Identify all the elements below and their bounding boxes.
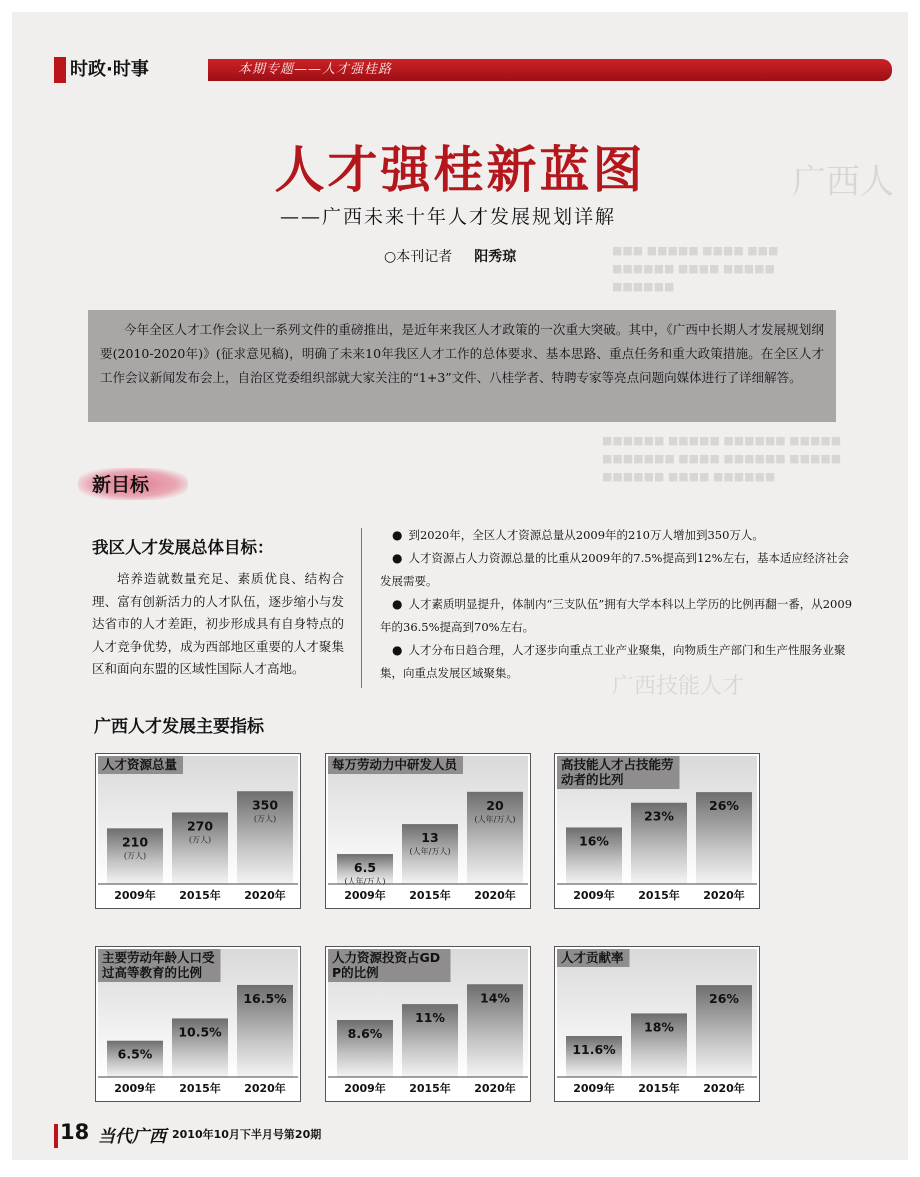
chart-higher-education-ratio: [95, 946, 301, 1102]
chart-svg: [326, 947, 530, 1101]
bleed-through-text: ■■■ ■■■■■ ■■■■ ■■■ ■■■■■■ ■■■■ ■■■■■ ■■■■■■: [612, 244, 779, 293]
unit-label: (人年/万人): [474, 814, 516, 824]
magazine-page: [12, 12, 908, 1160]
unit-label: (人年/万人): [344, 877, 386, 887]
issue-info: 2010年10月下半月号第20期: [172, 1128, 322, 1141]
tick-label: 2015年: [179, 1082, 221, 1095]
chart-title: 人力资源投资占GD: [332, 950, 441, 965]
chart-high-skill-ratio: [554, 753, 760, 909]
chart-rd-per-workforce: [325, 753, 531, 909]
tick-label: 2015年: [409, 1082, 451, 1095]
bullet-icon: ●: [392, 551, 403, 565]
data-label: 6.5%: [117, 1046, 153, 1062]
chart-title: 每万劳动力中研发人员: [332, 757, 458, 772]
page-number: 18: [60, 1120, 90, 1144]
data-label: 16.5%: [243, 990, 287, 1006]
goal-bullet: ● 人才资源占人力资源总量的比重从2009年的7.5%提高到12%左右，基本适应经济社会发展需要。: [380, 551, 850, 588]
data-label: 6.5: [353, 860, 377, 876]
bullet-icon: ●: [392, 597, 403, 611]
chart-title: 人才资源总量: [102, 757, 178, 772]
data-label: 20: [486, 797, 504, 813]
chart-title: 人才贡献率: [561, 950, 624, 965]
data-label: 8.6%: [347, 1026, 383, 1042]
tick-label: 2020年: [703, 1082, 745, 1095]
chart-title: 动者的比列: [561, 772, 624, 787]
chart-svg: [555, 754, 759, 908]
topic-text: 本期专题——人才强桂路: [238, 62, 393, 77]
unit-label: (万人): [253, 814, 277, 824]
data-label: 270: [186, 818, 214, 834]
goal-bullets: [380, 524, 858, 685]
data-label: 11.6%: [572, 1042, 616, 1058]
chart-title: 高技能人才占技能劳: [561, 757, 674, 772]
section-label: 时政·时事: [70, 59, 149, 80]
section-tag-label: 新目标: [92, 474, 150, 496]
data-label: 13: [421, 830, 439, 846]
chart-svg: [326, 754, 530, 908]
goal-bullet: ● 到2020年，全区人才资源总量从2009年的210万人增加到350万人。: [392, 528, 764, 542]
indicators-heading: 广西人才发展主要指标: [94, 717, 264, 737]
data-label: 18%: [644, 1019, 674, 1035]
goal-paragraph: 培养造就数量充足、素质优良、结构合理、富有创新活力的人才队伍，逐步缩小与发达省市的人才差距，初步形成具有自身特点的人才竞争优势，成为西部地区重要的人才聚集区和面向东盟的区域性国际人才高地。: [92, 571, 344, 676]
tick-label: 2009年: [573, 889, 615, 902]
byline-author: 阳秀琼: [474, 249, 517, 265]
data-label: 26%: [709, 798, 739, 814]
data-label: 23%: [644, 808, 674, 824]
chart-svg: [96, 947, 300, 1101]
bullet-icon: ●: [392, 528, 403, 542]
topic-bar: [208, 59, 892, 81]
intro-paragraph: 今年全区人才工作会议上一系列文件的重磅推出，是近年来我区人才政策的一次重大突破。其中，《广西中长期人才发展规划纲要(2010-2020年)》(征求意见稿)，明确了未来10年我区人才工作的总体要求、基本思路、重点任务和重大政策措施。在全区人才工作会议新闻发布会上，自治区党委组织部就大家关注的“1+3”文件、八桂学者、特聘专家等亮点问题向媒体进行了详细解答。: [88, 310, 836, 422]
chart-svg: [555, 947, 759, 1101]
tick-label: 2015年: [179, 889, 221, 902]
tick-label: 2009年: [344, 1082, 386, 1095]
data-label: 11%: [415, 1010, 445, 1026]
tick-label: 2020年: [474, 889, 516, 902]
tick-label: 2015年: [638, 1082, 680, 1095]
unit-label: (人年/万人): [409, 847, 451, 857]
byline-role: ○本刊记者: [384, 249, 453, 265]
data-label: 350: [251, 797, 279, 813]
chart-talent-contribution: [554, 946, 760, 1102]
article-title: 人才强桂新蓝图: [274, 140, 646, 199]
bleed-through-text: ■■■■■■ ■■■■■ ■■■■■■ ■■■■■ ■■■■■■■ ■■■■ ■■■■■■ ■■■■■ ■■■■■■ ■■■■ ■■■■■■: [602, 434, 842, 483]
goal-bullet: ● 人才素质明显提升，体制内“三支队伍”拥有大学本科以上学历的比例再翻一番，从2009年的36.5%提高到70%左右。: [380, 597, 853, 634]
unit-label: (万人): [188, 835, 212, 845]
data-label: 210: [121, 834, 149, 850]
tick-label: 2020年: [244, 1082, 286, 1095]
bleed-through-text: 广西技能人才: [612, 674, 745, 699]
chart-talent-total: [95, 753, 301, 909]
divider: [361, 528, 362, 688]
tick-label: 2020年: [244, 889, 286, 902]
article-subtitle: ——广西未来十年人才发展规划详解: [280, 206, 617, 228]
bullet-icon: ●: [392, 643, 403, 657]
footer-marker: [54, 1124, 58, 1148]
tick-label: 2009年: [114, 889, 156, 902]
goal-heading: 我区人才发展总体目标：: [92, 538, 274, 557]
tick-label: 2009年: [573, 1082, 615, 1095]
tick-label: 2020年: [474, 1082, 516, 1095]
section-marker: [54, 57, 66, 83]
byline: [384, 246, 516, 266]
unit-label: (万人): [123, 851, 147, 861]
section-tag: [78, 468, 188, 500]
data-label: 16%: [579, 833, 609, 849]
tick-label: 2009年: [114, 1082, 156, 1095]
bleed-through-text: 广西人: [792, 162, 894, 202]
goal-bullet: ● 人才分布日趋合理，人才逐步向重点工业产业聚集，向物质生产部门和生产性服务业聚集，向重点发展区域聚集。: [380, 643, 846, 680]
chart-svg: [96, 754, 300, 908]
data-label: 14%: [480, 990, 510, 1006]
tick-label: 2015年: [409, 889, 451, 902]
magazine-name: 当代广西: [98, 1127, 166, 1147]
chart-title: 主要劳动年龄人口受: [102, 950, 215, 965]
chart-title: P的比例: [332, 965, 379, 980]
data-label: 26%: [709, 991, 739, 1007]
tick-label: 2015年: [638, 889, 680, 902]
chart-title: 过高等教育的比例: [102, 965, 203, 980]
tick-label: 2020年: [703, 889, 745, 902]
tick-label: 2009年: [344, 889, 386, 902]
data-label: 10.5%: [178, 1024, 222, 1040]
chart-hr-investment-gdp: [325, 946, 531, 1102]
